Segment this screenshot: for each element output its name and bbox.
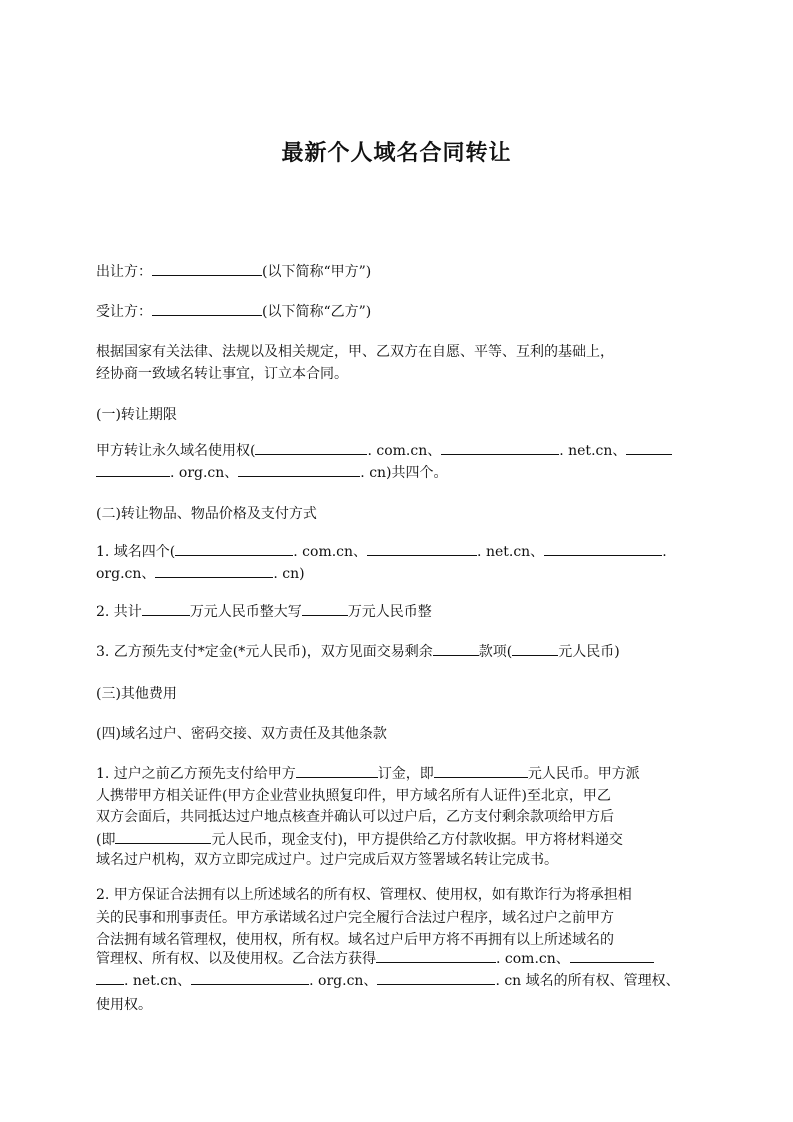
- section4-p2-line-6: 使用权。: [96, 997, 152, 1013]
- blank: [570, 947, 654, 963]
- blank: [441, 439, 559, 455]
- blank: [115, 828, 211, 844]
- p1-text: 订金，即: [377, 766, 434, 782]
- domain-suffix: . net.cn、: [559, 443, 627, 459]
- blank: [175, 540, 293, 556]
- intro-line-1: 根据国家有关法律、法规以及相关规定，甲、乙双方在自愿、平等、互利的基础上，: [96, 344, 614, 360]
- p1-text: 元人民币。甲方派: [527, 766, 640, 782]
- section4-p1-line-2: 人携带甲方相关证件(甲方企业营业执照复印件，甲方域名所有人证件)至北京，甲乙: [96, 788, 611, 804]
- section1-line-2: [96, 461, 701, 484]
- p1-text: (即: [96, 832, 116, 848]
- section4-p2-line-2: 关的民事和刑事责任。甲方承诺域名过户完全履行合法过户程序，域名过户之前甲方: [96, 910, 614, 926]
- domain-suffix: . cn 域名的所有权、管理权、: [495, 973, 680, 989]
- party-a-line: [96, 260, 701, 283]
- party-a-blank: [152, 260, 262, 276]
- blank: [377, 969, 495, 985]
- blank: [626, 439, 672, 455]
- domain-suffix: .: [662, 544, 667, 560]
- party-b-suffix: (以下简称“乙方”): [262, 304, 372, 320]
- item2-text: 万元人民币整: [347, 604, 432, 620]
- section2-item1-line-1: [96, 540, 701, 563]
- blank: [367, 540, 477, 556]
- blank: [302, 600, 348, 616]
- party-b-blank: [152, 300, 262, 316]
- party-a-label: 出让方：: [96, 264, 152, 280]
- blank: [96, 969, 124, 985]
- section4-p1-line-5: 域名过户机构，双方立即完成过户。过户完成后双方签署域名转让完成书。: [96, 852, 558, 868]
- item2-text: 2. 共计: [96, 604, 142, 620]
- section2-heading: (二)转让物品、物品价格及支付方式: [96, 506, 317, 522]
- section3-heading: (三)其他费用: [96, 686, 177, 702]
- item3-text: 3. 乙方预先支付*定金(*元人民币)，双方见面交易剩余: [96, 644, 433, 660]
- intro-line-2: 经协商一致域名转让事宜，订立本合同。: [96, 366, 348, 382]
- section2-item1-line-2: [96, 562, 701, 585]
- domain-suffix: . cn): [273, 566, 305, 582]
- blank: [96, 461, 170, 477]
- blank: [296, 762, 378, 778]
- blank: [376, 947, 496, 963]
- blank: [512, 640, 558, 656]
- document-title: 最新个人域名合同转让: [281, 141, 512, 166]
- section4-p2-line-1: 2. 甲方保证合法拥有以上所述域名的所有权、管理权、使用权，如有欺诈行为将承担相: [96, 887, 632, 903]
- domain-suffix: . com.cn、: [293, 544, 368, 560]
- blank: [434, 762, 528, 778]
- party-b-label: 受让方：: [96, 304, 152, 320]
- blank: [142, 600, 190, 616]
- domain-suffix: . net.cn、: [124, 973, 192, 989]
- section1-heading: (一)转让期限: [96, 407, 177, 423]
- section4-p2-line-3: 合法拥有域名管理权，使用权，所有权。域名过户后甲方将不再拥有以上所述域名的: [96, 932, 614, 948]
- section4-p1-line-3: 双方会面后，共同抵达过户地点核查并确认可以过户后，乙方支付剩余款项给甲方后: [96, 809, 614, 825]
- section4-p2-line-5: [96, 969, 701, 992]
- item3-text: 元人民币): [558, 644, 620, 660]
- blank: [433, 640, 479, 656]
- section2-item2: [96, 600, 701, 623]
- section4-heading: (四)域名过户、密码交接、双方责任及其他条款: [96, 726, 387, 742]
- item1-prefix: 1. 域名四个(: [96, 544, 176, 560]
- item2-text: 万元人民币整大写: [189, 604, 302, 620]
- party-b-line: [96, 300, 701, 323]
- blank: [191, 969, 309, 985]
- domain-suffix: org.cn、: [96, 566, 156, 582]
- p1-text: 元人民币，现金支付)，甲方提供给乙方付款收据。甲方将材料递交: [211, 832, 623, 848]
- item3-text: 款项(: [478, 644, 513, 660]
- blank: [238, 461, 360, 477]
- blank: [255, 439, 367, 455]
- domain-suffix: . org.cn、: [309, 973, 378, 989]
- section1-line-1: [96, 439, 701, 462]
- p2-text: 管理权、所有权、以及使用权。乙合法方获得: [96, 951, 376, 967]
- party-a-suffix: (以下简称“甲方”): [262, 264, 372, 280]
- section4-p1-line-1: [96, 762, 701, 785]
- domain-suffix: . org.cn、: [170, 465, 239, 481]
- section1-prefix: 甲方转让永久域名使用权(: [96, 443, 256, 459]
- blank: [155, 562, 273, 578]
- domain-suffix: . com.cn、: [367, 443, 442, 459]
- domain-suffix: . com.cn、: [496, 951, 570, 967]
- blank: [544, 540, 662, 556]
- section4-p2-line-4: [96, 947, 701, 970]
- domain-suffix: . net.cn、: [477, 544, 545, 560]
- section2-item3: [96, 640, 701, 663]
- section4-p1-line-4: [96, 828, 701, 851]
- p1-text: 1. 过户之前乙方预先支付给甲方: [96, 766, 296, 782]
- domain-suffix: . cn)共四个。: [360, 465, 448, 481]
